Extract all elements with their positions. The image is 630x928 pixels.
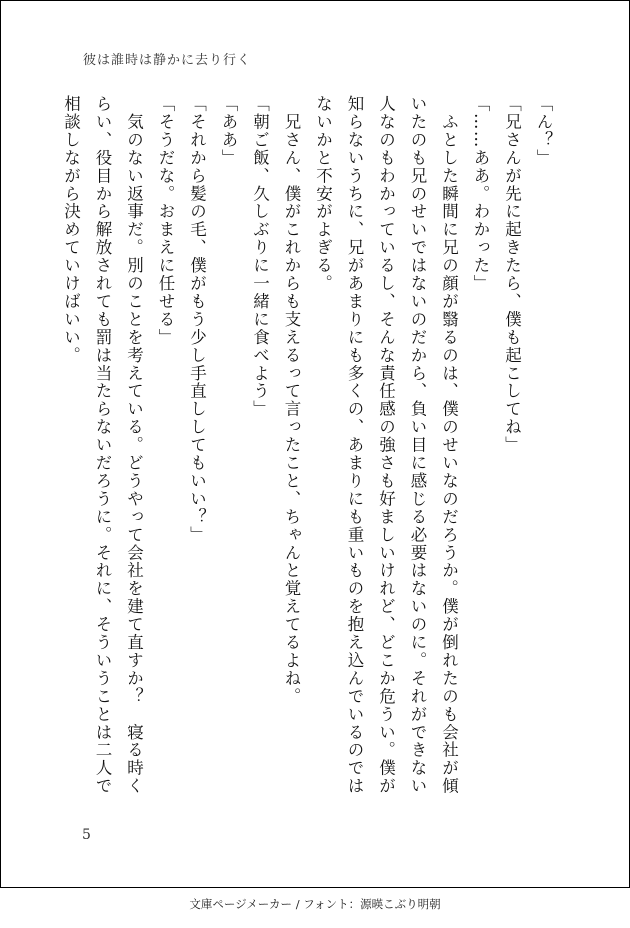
- vertical-body-text: [61, 95, 559, 815]
- page-number: 5: [82, 827, 91, 843]
- text-line: ふとした瞬間に兄の顔が翳るのは、僕のせいなのだろうか。僕が倒れたのも会社が傾: [439, 95, 459, 796]
- text-line: 「ん？」: [534, 95, 553, 167]
- text-line: 「それから髪の毛、僕がもう少し手直ししてもいい？」: [187, 95, 207, 544]
- text-line: 「兄さんが先に起きたら、僕も起こしてね」: [502, 95, 522, 454]
- text-line: いたのも兄のせいではないのだから、負い目に感じる必要はないのに。それができない: [408, 95, 427, 796]
- text-line: 知らないうちに、兄があまりにも多くの、あまりにも重いものを抱え込んでいるのでは: [345, 95, 364, 796]
- text-line: 人なのもわかっているし、そんな責任感の強さも好ましいけれど、どこか危うい。僕が: [376, 95, 396, 796]
- text-line: 「ああ」: [219, 95, 238, 167]
- text-line: 兄さん、僕がこれからも支えるって言ったこと、ちゃんと覚えてるよね。: [282, 95, 301, 706]
- text-line: ないかと不安がよぎる。: [313, 95, 333, 293]
- running-header-title: 彼は誰時は静かに去り行く: [83, 53, 252, 68]
- text-line: らい、役目から解放されても罰は当たらないだろうに。それに、そういうことは二人で: [93, 95, 112, 796]
- footer-credit: 文庫ページメーカー / フォント：源暎こぶり明朝: [189, 897, 441, 911]
- text-line: 「朝ご飯、久しぶりに一緒に食べよう」: [250, 95, 270, 419]
- text-line: 気のない返事だ。別のことを考えている。どうやって会社を建て直すか？ 寝る時く: [124, 95, 144, 796]
- text-line: 「そうだな。おまえに任せる」: [156, 95, 175, 347]
- text-line: 「……ああ。わかった」: [471, 95, 490, 293]
- text-line: 相談しながら決めていけばいい。: [61, 95, 81, 365]
